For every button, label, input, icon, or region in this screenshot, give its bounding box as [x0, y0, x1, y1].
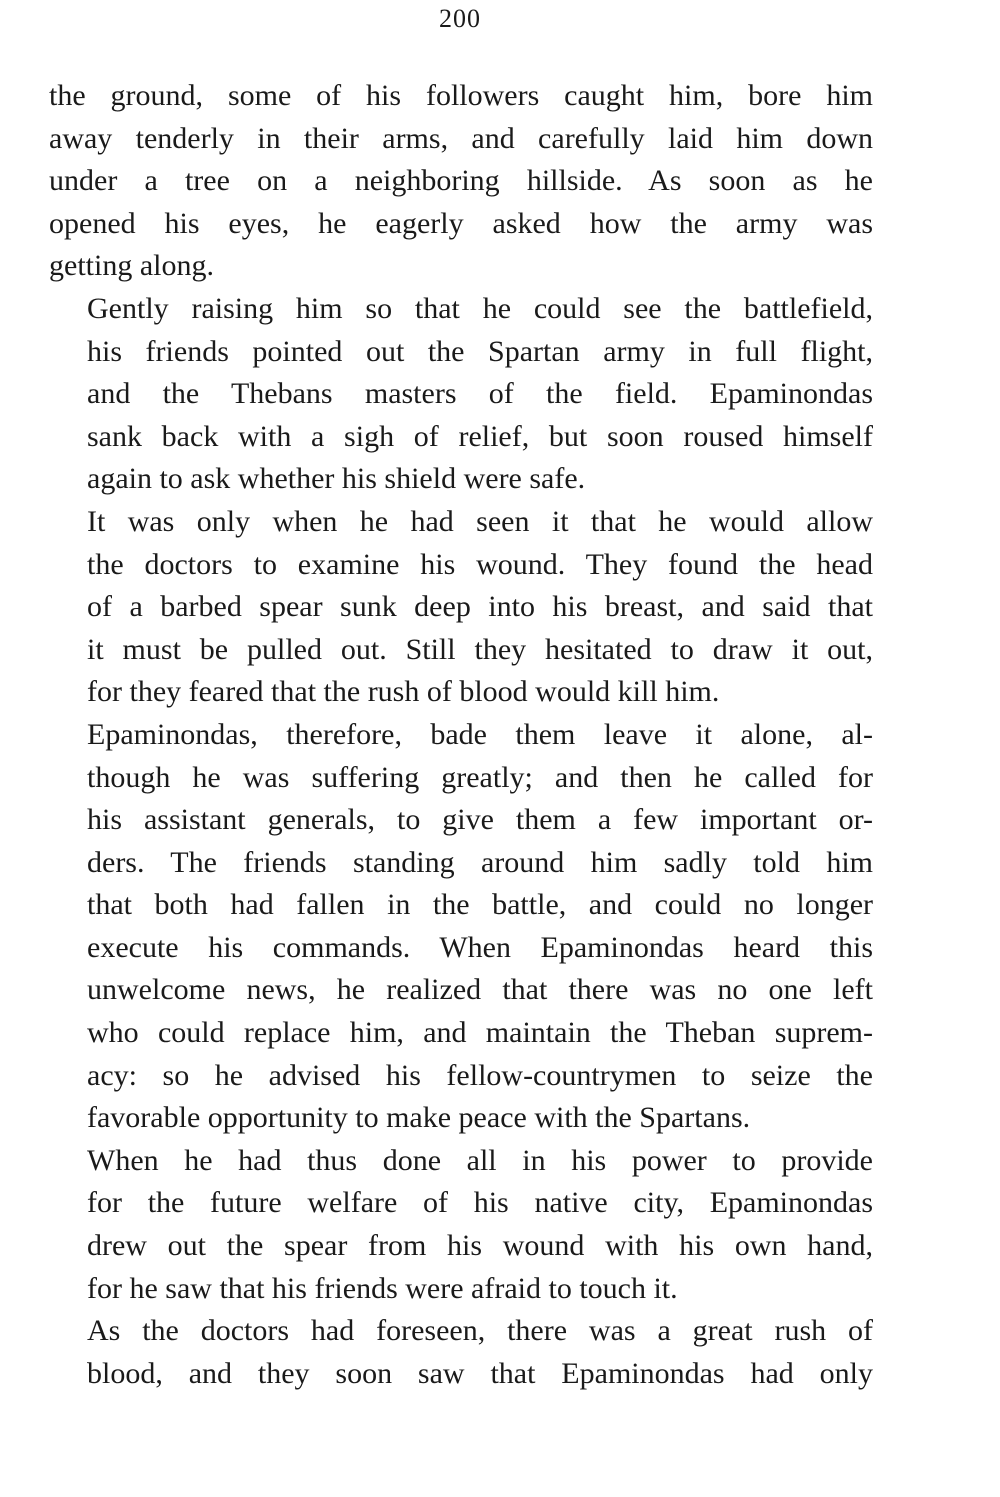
text-line: drew out the spear from his wound with his own hand,: [87, 1229, 873, 1263]
paragraph: [49, 75, 873, 288]
text-line: for the future welfare of his native city, Epaminondas: [87, 1186, 873, 1220]
paragraph: [49, 288, 873, 501]
paragraph: [49, 714, 873, 1140]
text-line: blood, and they soon saw that Epaminondas had only: [87, 1356, 873, 1390]
paragraph: [49, 501, 873, 714]
text-line: for they feared that the rush of blood would kill him.: [87, 675, 720, 709]
text-line: As the doctors had foreseen, there was a great rush of: [87, 1314, 873, 1348]
text-line: though he was suffering greatly; and then he called for: [87, 760, 873, 794]
text-line: When he had thus done all in his power to provide: [87, 1143, 873, 1177]
paragraph: [49, 1310, 873, 1395]
text-line: Gently raising him so that he could see the battlefield,: [87, 291, 873, 325]
text-line: his friends pointed out the Spartan army in full flight,: [87, 334, 873, 368]
text-line: again to ask whether his shield were safe.: [87, 462, 586, 496]
text-line: his assistant generals, to give them a few important or-: [87, 803, 873, 837]
text-line: Epaminondas, therefore, bade them leave it alone, al-: [87, 717, 873, 751]
text-line: ders. The friends standing around him sadly told him: [87, 845, 873, 879]
paragraph: [49, 1140, 873, 1310]
text-line: it must be pulled out. Still they hesitated to draw it out,: [87, 632, 873, 666]
text-line: sank back with a sigh of relief, but soon roused himself: [87, 419, 873, 453]
text-line: the ground, some of his followers caught him, bore him: [49, 79, 873, 112]
text-line: for he saw that his friends were afraid to touch it.: [87, 1271, 678, 1305]
text-line: of a barbed spear sunk deep into his breast, and said that: [87, 590, 873, 624]
text-line: unwelcome news, he realized that there was no one left: [87, 973, 873, 1007]
text-line: favorable opportunity to make peace with the Spartans.: [87, 1101, 751, 1135]
text-line: under a tree on a neighboring hillside. As soon as he: [49, 164, 873, 198]
text-line: the doctors to examine his wound. They found the head: [87, 547, 873, 581]
text-line: who could replace him, and maintain the Theban suprem-: [87, 1016, 873, 1050]
text-line: away tenderly in their arms, and carefully laid him down: [49, 121, 873, 155]
text-line: execute his commands. When Epaminondas heard this: [87, 930, 873, 964]
page-number: 200: [439, 4, 481, 33]
text-line: opened his eyes, he eagerly asked how the army was: [49, 206, 873, 240]
body-text: [49, 75, 873, 1395]
text-line: It was only when he had seen it that he would allow: [87, 504, 873, 538]
text-line: getting along.: [49, 249, 214, 283]
text-line: and the Thebans masters of the field. Epaminondas: [87, 377, 873, 411]
text-line: that both had fallen in the battle, and could no longer: [87, 888, 873, 922]
text-line: acy: so he advised his fellow-countrymen to seize the: [87, 1058, 873, 1092]
